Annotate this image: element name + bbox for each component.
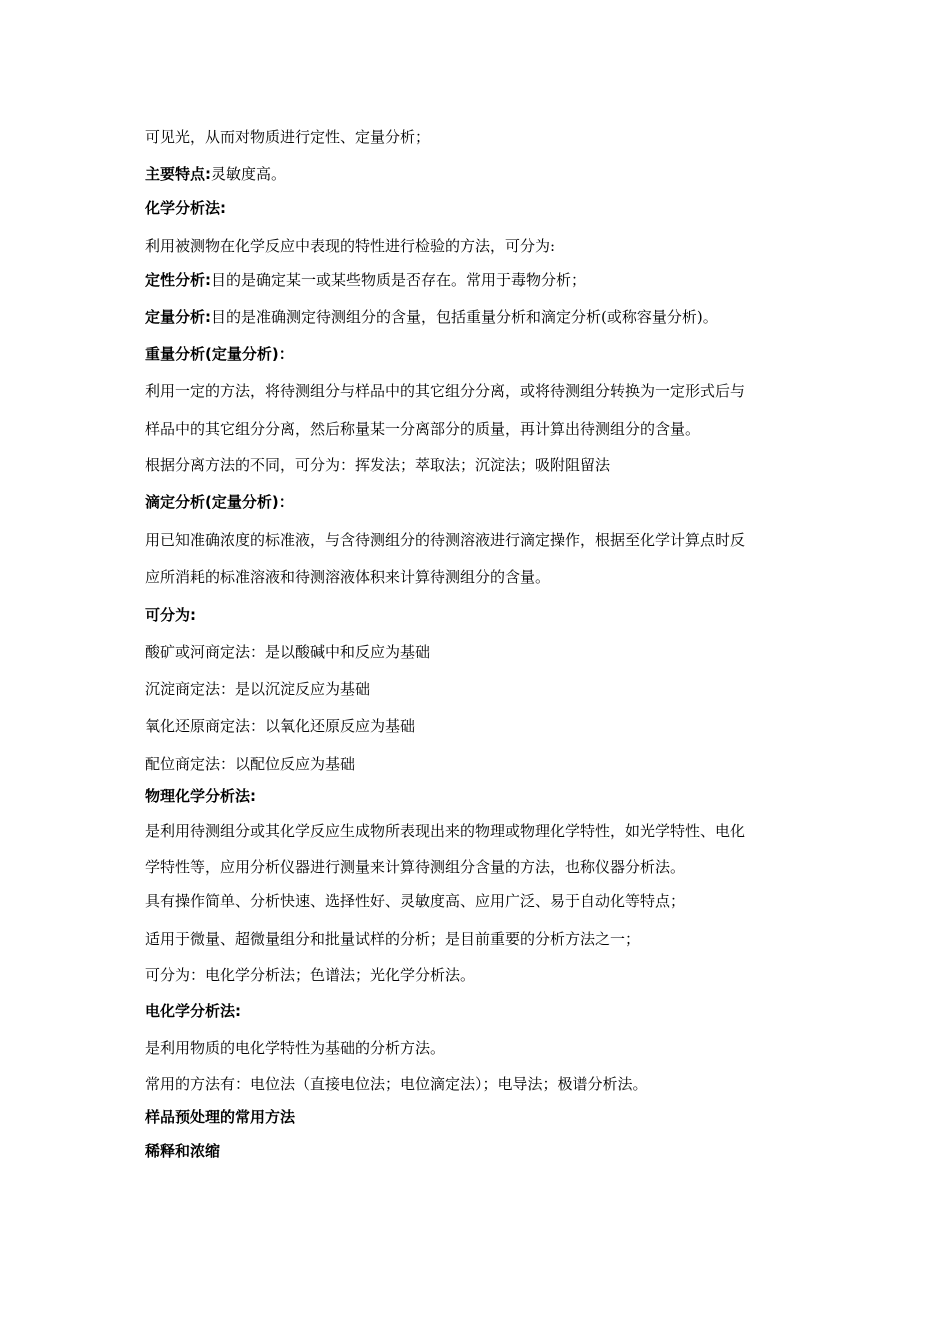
- paragraph-line: [145, 270, 825, 290]
- paragraph-line: 具有操作简单、分析快速、选择性好、灵敏度高、应用广泛、易于自动化等特点；: [145, 892, 686, 910]
- section-heading: 重量分析(定量分析)：: [145, 345, 294, 363]
- term-text: 灵敏度高。: [211, 165, 287, 183]
- section-heading: 可分为:: [145, 606, 196, 624]
- paragraph-line: 可分为：电化学分析法；色谱法；光化学分析法。: [145, 966, 476, 984]
- paragraph-line: 可见光，从而对物质进行定性、定量分析；: [145, 128, 431, 146]
- list-item: 沉淀商定法：是以沉淀反应为基础: [145, 680, 371, 698]
- paragraph-line: 根据分离方法的不同，可分为：挥发法；萃取法；沉淀法；吸附阻留法: [145, 456, 611, 474]
- paragraph-line: 常用的方法有：电位法（直接电位法；电位滴定法）；电导法；极谱分析法。: [145, 1075, 648, 1093]
- term-text: 目的是确定某一或某些物质是否存在。常用于毒物分析；: [211, 271, 587, 289]
- term-label: 主要特点:: [145, 165, 211, 183]
- paragraph-line: 学特性等，应用分析仪器进行测量来计算待测组分含量的方法，也称仪器分析法。: [145, 858, 686, 876]
- paragraph-line: 利用一定的方法，将待测组分与样品中的其它组分分离，或将待测组分转换为一定形式后与: [145, 382, 746, 400]
- list-item: 配位商定法：以配位反应为基础: [145, 755, 356, 773]
- paragraph-line: 是利用物质的电化学特性为基础的分析方法。: [145, 1039, 446, 1057]
- paragraph-line: 用已知准确浓度的标准液，与含待测组分的待测溶液进行滴定操作，根据至化学计算点时反: [145, 531, 746, 549]
- section-heading: 滴定分析(定量分析)：: [145, 493, 294, 511]
- paragraph-line: [145, 307, 825, 327]
- paragraph-line: 是利用待测组分或其化学反应生成物所表现出来的物理或物理化学特性，如光学特性、电化: [145, 822, 746, 840]
- paragraph-line: 样品中的其它组分分离，然后称量某一分离部分的质量，再计算出待测组分的含量。: [145, 420, 701, 438]
- paragraph-line: [145, 164, 825, 184]
- section-heading: 物理化学分析法:: [145, 787, 256, 805]
- section-heading: 稀释和浓缩: [145, 1142, 221, 1160]
- term-label: 定量分析:: [145, 308, 211, 326]
- list-item: 酸矿或河商定法：是以酸碱中和反应为基础: [145, 643, 431, 661]
- section-heading: 样品预处理的常用方法: [145, 1108, 296, 1126]
- paragraph-line: 应所消耗的标准溶液和待测溶液体积来计算待测组分的含量。: [145, 568, 551, 586]
- paragraph-line: 利用被测物在化学反应中表现的特性进行检验的方法，可分为:: [145, 237, 556, 255]
- section-heading: 电化学分析法:: [145, 1002, 241, 1020]
- term-label: 定性分析:: [145, 271, 211, 289]
- term-text: 目的是准确测定待测组分的含量，包括重量分析和滴定分析(或称容量分析)。: [211, 308, 718, 326]
- list-item: 氧化还原商定法：以氧化还原反应为基础: [145, 717, 416, 735]
- paragraph-line: 适用于微量、超微量组分和批量试样的分析；是目前重要的分析方法之一；: [145, 930, 641, 948]
- section-heading: 化学分析法:: [145, 199, 226, 217]
